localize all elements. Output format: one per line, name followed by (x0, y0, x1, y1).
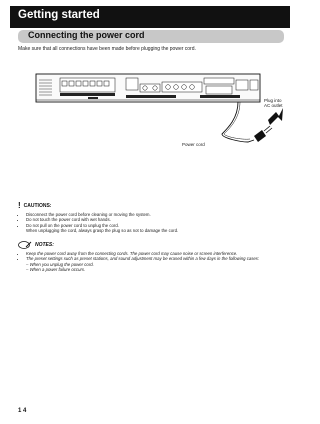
note-sub-item: – When a power failure occurs. (26, 267, 86, 273)
notes-section (18, 240, 286, 273)
rear-panel (36, 74, 260, 102)
cord-label: Power cord (182, 142, 205, 147)
note-item: • Keep the power cord away from the connecting cords. The power cord may cause noise or screen interference. (26, 251, 286, 256)
plug-label-line1: Plug into (264, 98, 282, 103)
note-pencil-icon (18, 240, 32, 249)
page-number: 1 4 (18, 408, 27, 414)
header-title: Getting started (18, 9, 100, 21)
note-sub-item: – When you unplug the power cord. (26, 261, 94, 267)
cautions-section (18, 202, 284, 234)
section-title: Connecting the power cord (28, 30, 145, 40)
caution-item: • Do not touch the power cord with wet hands. (26, 217, 284, 222)
cautions-heading (18, 202, 284, 210)
connection-diagram (0, 0, 300, 200)
note-item: • The preset settings such as preset stations, and sound adjustment may be erased within a few days in the following cases: – When you unplug the power cord. – When a power failure occurs. (26, 256, 286, 272)
plug-icon (254, 126, 272, 142)
notes-title: NOTES: (35, 241, 54, 248)
caution-item: • Do not pull on the power cord to unplug the cord. When unplugging the cord, always grasp the plug so as not to damage the cord. (26, 223, 284, 234)
caution-sub-item: When unplugging the cord, always grasp the plug so as not to damage the cord. (26, 228, 179, 234)
caution-item: • Disconnect the power cord before cleaning or moving the system. (26, 212, 284, 217)
intro-text: Make sure that all connections have been made before plugging the power cord. (18, 46, 196, 52)
plug-label-line2: AC outlet (264, 103, 283, 108)
warning-icon: ! (18, 201, 21, 210)
cautions-title: CAUTIONS: (23, 203, 52, 209)
arrow-to-outlet-icon (268, 108, 283, 125)
notes-heading (18, 240, 286, 249)
